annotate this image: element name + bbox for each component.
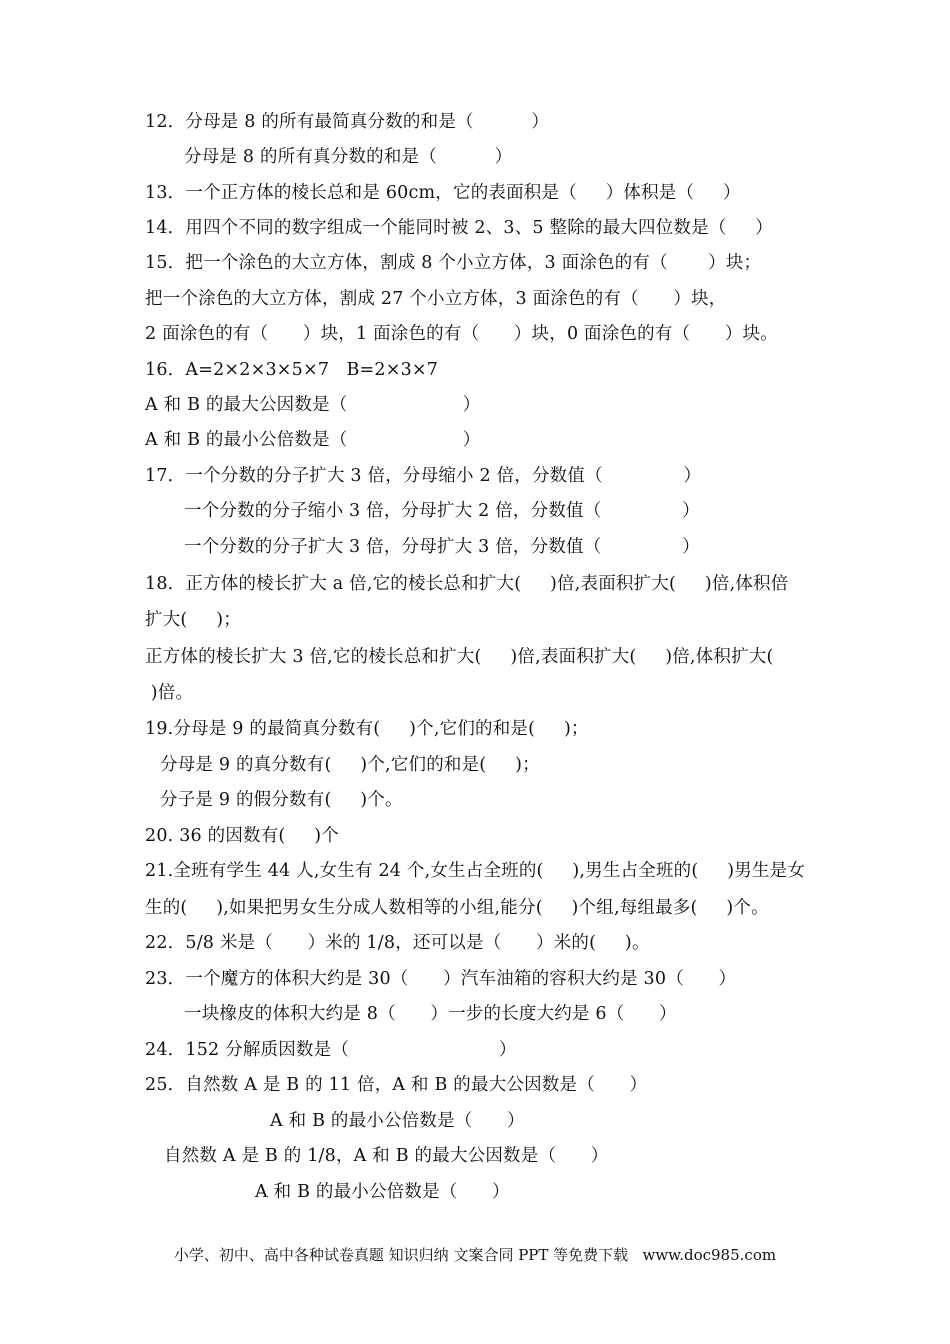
question-25-line-4: A 和 B 的最小公倍数是（ ）: [255, 1182, 510, 1202]
question-25-line-2: A 和 B 的最小公倍数是（ ）: [270, 1111, 525, 1131]
question-18-line-4: )倍。: [145, 683, 194, 703]
question-17-line-3: 一个分数的分子扩大 3 倍，分母扩大 3 倍，分数值（ ）: [184, 537, 700, 557]
question-18-line-1: 18．正方体的棱长扩大 a 倍,它的棱长总和扩大( )倍,表面积扩大( )倍,体积倍: [145, 574, 789, 594]
question-15-line-2: 把一个涂色的大立方体，割成 27 个小立方体，3 面涂色的有（ ）块，: [145, 289, 727, 309]
question-24: 24．152 分解质因数是（ ）: [145, 1040, 517, 1060]
question-17-line-2: 一个分数的分子缩小 3 倍，分母扩大 2 倍，分数值（ ）: [184, 501, 700, 521]
question-19-line-1: 19.分母是 9 的最简真分数有( )个,它们的和是( )；: [145, 719, 589, 739]
question-25-line-3: 自然数 A 是 B 的 1/8，A 和 B 的最大公因数是（ ）: [164, 1146, 609, 1166]
question-21-line-2: 生的( ),如果把男女生分成人数相等的小组,能分( )个组,每组最多( )个。: [145, 898, 769, 918]
question-22: 22．5/8 米是（ ）米的 1/8，还可以是（ ）米的( )。: [145, 933, 650, 953]
question-18-line-3: 正方体的棱长扩大 3 倍,它的棱长总和扩大( )倍,表面积扩大( )倍,体积扩大(: [145, 647, 774, 667]
question-16-line-1: 16．A=2×2×3×5×7 B=2×3×7: [145, 360, 439, 380]
question-19-line-2: 分母是 9 的真分数有( )个,它们的和是( )；: [160, 755, 540, 775]
question-12-line-2: 分母是 8 的所有真分数的和是（ ）: [184, 147, 513, 167]
footer-text: 小学、初中、高中各种试卷真题 知识归纳 文案合同 PPT 等免费下载 www.doc985.com: [173, 1246, 777, 1264]
question-16-line-2: A 和 B 的最大公因数是（ ）: [145, 395, 481, 415]
question-19-line-3: 分子是 9 的假分数有( )个。: [160, 790, 403, 810]
question-16-line-3: A 和 B 的最小公倍数是（ ）: [145, 430, 481, 450]
question-15-line-1: 15．把一个涂色的大立方体，割成 8 个小立方体，3 面涂色的有（ ）块；: [145, 253, 762, 273]
question-21-line-1: 21.全班有学生 44 人,女生有 24 个,女生占全班的( ),男生占全班的( )男生是女: [145, 861, 806, 881]
question-15-line-3: 2 面涂色的有（ ）块，1 面涂色的有（ ）块，0 面涂色的有（ ）块。: [145, 324, 778, 344]
question-14: 14．用四个不同的数字组成一个能同时被 2、3、5 整除的最大四位数是（ ）: [145, 218, 774, 238]
question-13: 13．一个正方体的棱长总和是 60cm，它的表面积是（ ）体积是（ ）: [145, 183, 741, 203]
question-12-line-1: 12．分母是 8 的所有最简真分数的和是（ ）: [145, 112, 550, 132]
question-25-line-1: 25．自然数 A 是 B 的 11 倍，A 和 B 的最大公因数是（ ）: [145, 1075, 648, 1095]
question-20: 20. 36 的因数有( )个: [145, 826, 339, 846]
question-23-line-1: 23．一个魔方的体积大约是 30（ ）汽车油箱的容积大约是 30（ ）: [145, 969, 737, 989]
question-17-line-1: 17．一个分数的分子扩大 3 倍，分母缩小 2 倍，分数值（ ）: [145, 466, 702, 486]
question-23-line-2: 一块橡皮的体积大约是 8（ ）一步的长度大约是 6（ ）: [184, 1004, 677, 1024]
question-18-line-2: 扩大( )；: [145, 610, 241, 630]
